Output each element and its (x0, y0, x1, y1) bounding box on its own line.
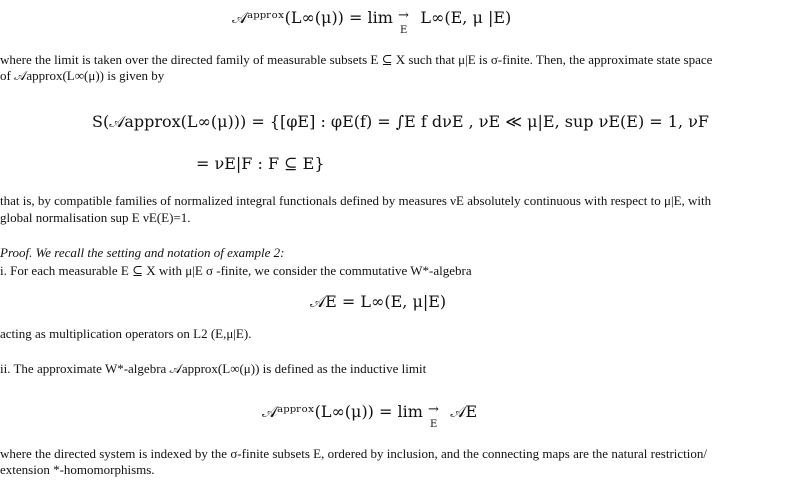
eq4-subscript: E (430, 419, 438, 430)
eq1-rhs: L∞(E, μ |E) (420, 8, 512, 27)
para3-line2: extension *-homomorphisms. (0, 462, 155, 477)
equation-algebra-E: 𝒜E = L∞(E, μ|E) (310, 292, 447, 311)
item2-line: ii. The approximate W*-algebra 𝒜approx(L∞(μ)) is defined as the inductive limit (0, 361, 427, 376)
proof-line1: Proof. We recall the setting and notation of example 2: (0, 245, 285, 260)
para1-line2: of 𝒜approx(L∞(μ)) is given by (0, 68, 165, 83)
para3-line1: where the directed system is indexed by the σ-finite subsets E, ordered by inclusion, and the connecting maps are the natural restriction/ (0, 446, 707, 461)
equation-inductive-limit (232, 6, 511, 41)
eq1-lhs: 𝒜ᵃᵖᵖʳᵒˣ(L∞(μ)) = lim (232, 8, 393, 27)
eq4-rhs: 𝒜E (450, 402, 478, 421)
eq1-arrow: → (398, 8, 409, 23)
proof-line2: i. For each measurable E ⊆ X with μ|E σ -finite, we consider the commutative W*-algebra (0, 263, 472, 278)
equation-state-space-line2: = νE|F : F ⊆ E} (196, 154, 325, 173)
para1-line1: where the limit is taken over the directed family of measurable subsets E ⊆ X such that μ|E is σ-finite. Then, the approximate state space (0, 52, 713, 67)
para2-line1: that is, by compatible families of normalized integral functionals defined by measures νE absolutely continuous with respect to μ|E, with (0, 193, 712, 208)
eq1-subscript: E (400, 25, 408, 36)
equation-state-space-line1: S(𝒜approx(L∞(μ))) = {[φE] : φE(f) = ∫E f dνE , νE ≪ μ|E, sup νE(E) = 1, νF (92, 112, 709, 131)
para2-line2: global normalisation sup E νE(E)=1. (0, 210, 191, 225)
eq4-arrow: → (428, 402, 439, 417)
eq4-lhs: 𝒜ᵃᵖᵖʳᵒˣ(L∞(μ)) = lim (262, 402, 423, 421)
acting-line: acting as multiplication operators on L2 (E,μ|E). (0, 326, 252, 341)
equation-inductive-limit-2 (262, 400, 477, 435)
